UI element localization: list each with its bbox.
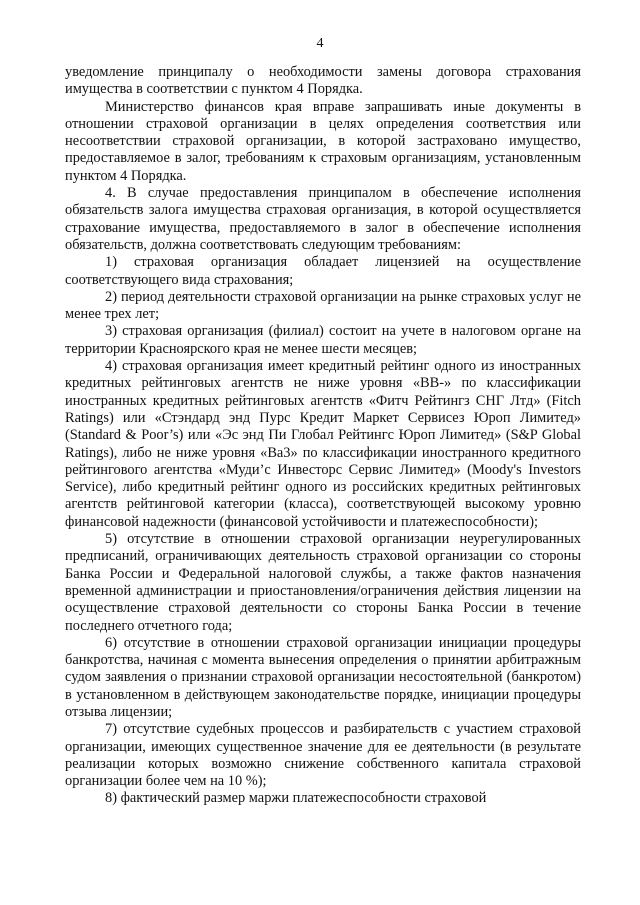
paragraph-item-4: 4. В случае предоставления принципалом в обеспечение исполнения обязательств залога имущества страховая организация, в которой осуществляется страхование имущества, предоставляемого в залог в обеспечение исполнения обязательств, должна соответствовать следующим требованиям: [65,185,581,253]
page-number: 4 [316,36,324,51]
document-body [65,64,581,808]
requirement-5: 5) отсутствие в отношении страховой организации неурегулированных предписаний, ограничивающих деятельность страховой организации со стороны Банка России и Федеральной налоговой службы, а также фактов назначения временной администрации и приостановления/ограничения действия лицензии на осуществление страховой деятельности со стороны Банка России в течение последнего отчетного года; [65,531,581,634]
requirement-1: 1) страховая организация обладает лицензией на осуществление соответствующего вида страхования; [65,254,581,288]
requirement-6: 6) отсутствие в отношении страховой организации инициации процедуры банкротства, начиная с момента вынесения определения о принятии арбитражным судом заявления о признании страховой организации несостоятельной (банкротом) в установленном в действующем законодательстве порядке, инициации процедуры отзыва лицензии; [65,634,581,720]
paragraph-ministry-request: Министерство финансов края вправе запрашивать иные документы в отношении страховой организации в целях определения соответствия или несоответствии страховой организации, в которой застраховано имущество, предоставляемое в залог, требованиям к страховым организациям, установленным пунктом 4 Порядка. [65,98,581,184]
paragraph-continuation: уведомление принципалу о необходимости замены договора страхования имущества в соответствии с пунктом 4 Порядка. [65,64,581,98]
requirement-4: 4) страховая организация имеет кредитный рейтинг одного из иностранных кредитных рейтинговых агентств не ниже уровня «ВВ-» по классификации иностранных кредитных рейтинговых агентств «Фитч Рейтингз СНГ Лтд» (Fitch Ratings) или «Стэндард энд Пурс Кредит Маркет Сервисез Юроп Лимитед» (Standard & Poor’s) или «Эс энд Пи Глобал Рейтингс Юроп Лимитед» (S&P Global Ratings), либо не ниже уровня «Ва3» по классификации иностранного кредитного рейтингового агентства «Муди’с Инвесторс Сервис Лимитед» (Moody's Investors Service), либо кредитный рейтинг одного из российских кредитных рейтинговых агентств рейтинговой категории (класса), соответствующей высокому уровню финансовой надежности (финансовой устойчивости и платежеспособности); [65,358,581,530]
requirement-7: 7) отсутствие судебных процессов и разбирательств с участием страховой организации, имеющих существенное значение для ее деятельности (в результате реализации которых возможно снижение собственного капитала страховой организации более чем на 10 %); [65,721,581,790]
requirement-8: 8) фактический размер маржи платежеспособности страховой [105,790,487,807]
requirement-2: 2) период деятельности страховой организации на рынке страховых услуг не менее трех лет; [65,288,581,323]
requirement-3: 3) страховая организация (филиал) состоит на учете в налоговом органе на территории Красноярского края не менее шести месяцев; [65,323,581,357]
